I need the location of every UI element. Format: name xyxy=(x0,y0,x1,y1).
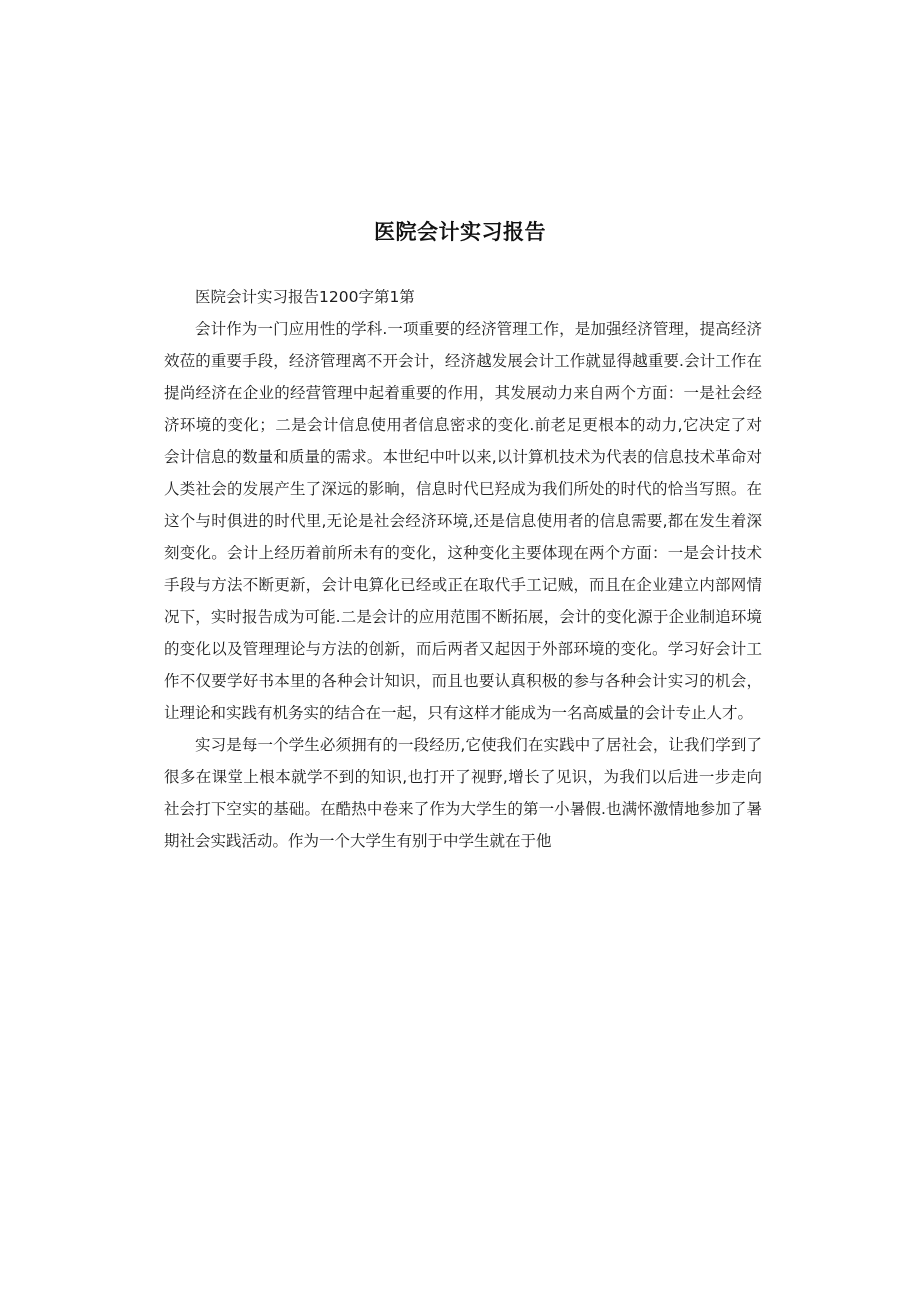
document-title: 医院会计实习报告 xyxy=(374,220,546,244)
document-body xyxy=(164,281,762,857)
document-subtitle: 医院会计实习报告1200字第1第 xyxy=(195,288,415,306)
paragraph-1: 会计作为一门应用性的学科.一项重要的经济管理工作，是加强经济管理，提高经济效莅的重要手段，经济管理离不开会计，经济越发展会计工作就显得越重要.会计工作在提尚经济在企业的经营管理中起着重要的作用，其发展动力来自两个方面：一是社会经济环境的变化；二是会计信息使用者信息密求的变化.前老足更根本的动力,它决定了对会计信息的数量和质量的需求。本世纪中叶以来,以计算机技术为代表的信息技术革命对人类社会的发展产生了深远的影晌，信息时代巳羟成为我们所处的时代的恰当写照。在这个与时俱进的时代里,无论是社会经济环境,还是信息使用者的信息需要,都在发生着深刻变化。会计上经历着前所未有的变化，这种变化主要体现在两个方面：一是会计技术手段与方法不断更新，会计电算化已经或正在取代手工记贼，而且在企业建立内部网情况下，实时报告成为可能.二是会计的应用范围不断拓展，会计的变化源于企业制追环境的变化以及管理理论与方法的创新，而后两者又起因于外部环境的变化。学习好会计工作不仅要学好书本里的各种会计知识，而且也要认真积极的参与各种会计实习的机会，让理论和实践有机务实的结合在一起，只有这样才能成为一名高威量的会计专止人才。 xyxy=(164,320,762,722)
paragraph-2: 实习是每一个学生必须拥有的一段经历,它使我们在实践中了居社会，让我们学到了很多在课堂上根本就学不到的知识,也打开了视野,增长了见识，为我们以后进一步走向社会打下空实的基础。在酷热中卷来了作为大学生的第一小暑假.也满怀激情地参加了暑期社会实践活动。作为一个大学生有别于中学生就在于他 xyxy=(164,736,762,850)
